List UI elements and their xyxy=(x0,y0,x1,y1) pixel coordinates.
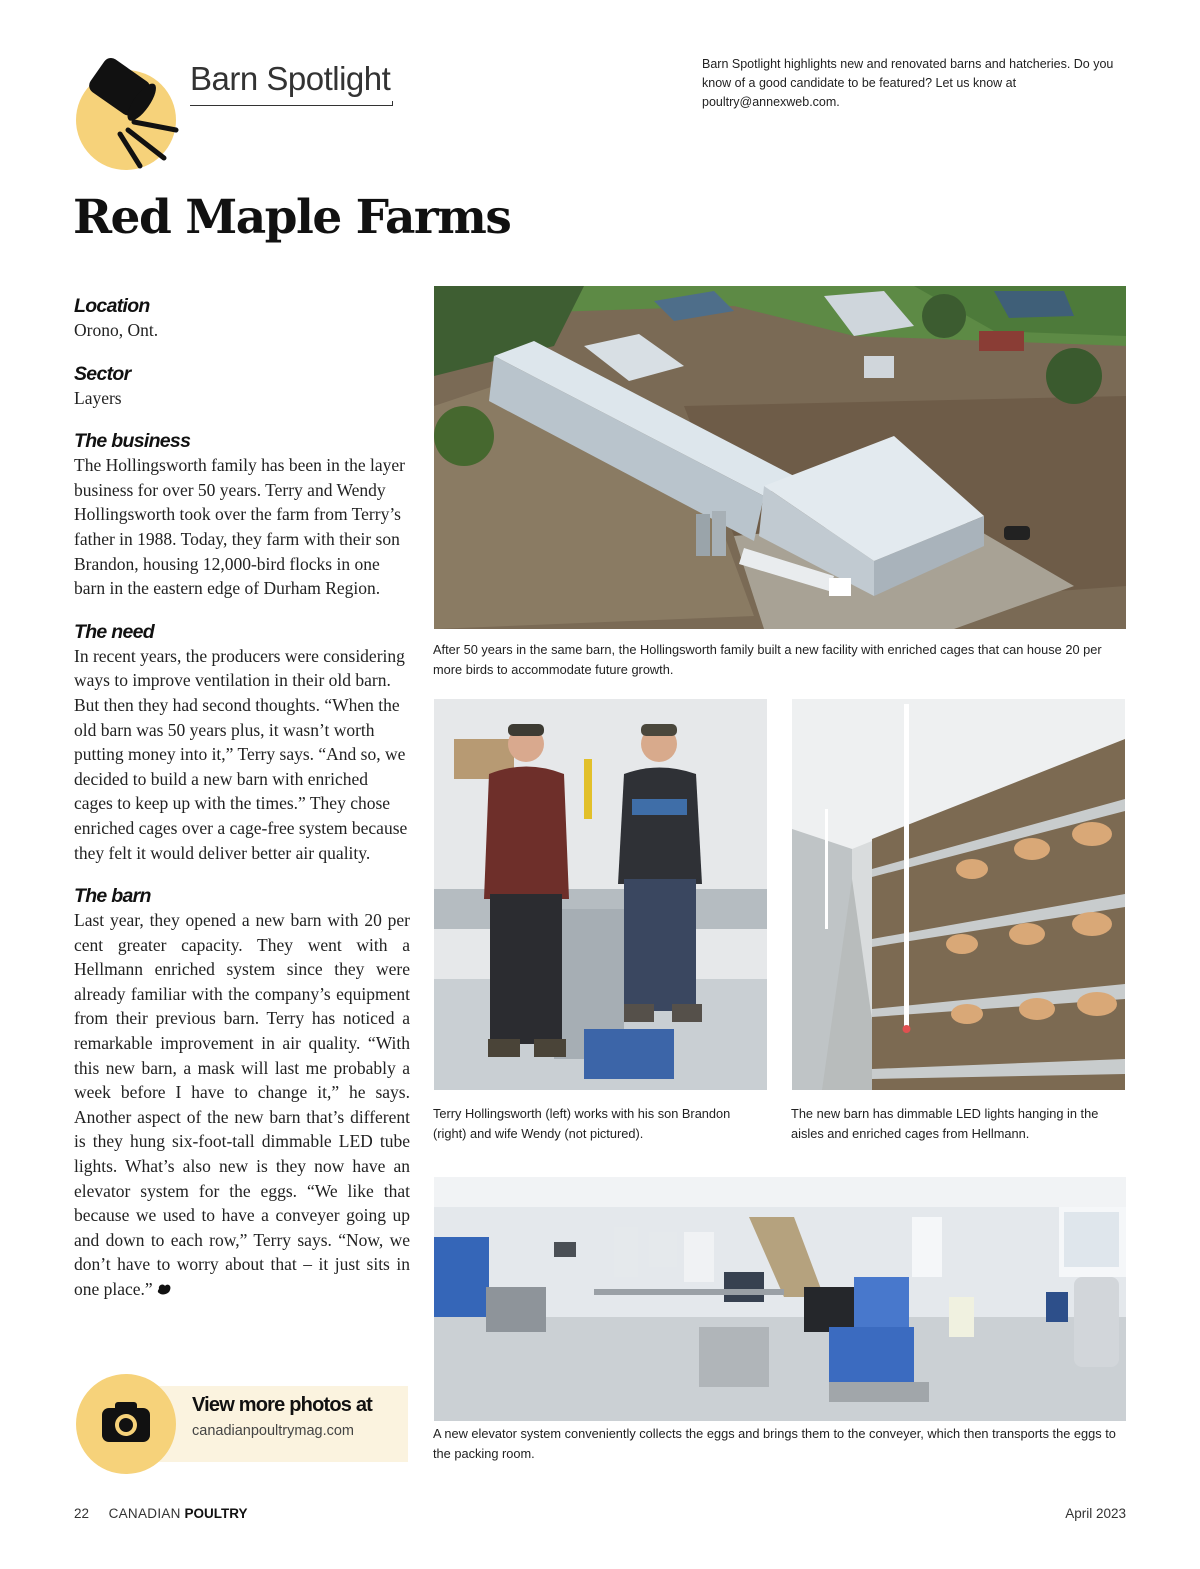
need-block xyxy=(74,620,410,865)
sector-heading: Sector xyxy=(74,362,131,385)
article-column xyxy=(74,294,410,1321)
page-title: Red Maple Farms xyxy=(73,190,511,245)
page-number: 22 xyxy=(74,1506,90,1521)
barn-body-wrap xyxy=(74,908,410,1302)
cta-title: View more photos at xyxy=(192,1394,373,1416)
business-body: The Hollingsworth family has been in the layer business for over 50 years. Terry and Wendy Hollingsworth took over the farm from Terry’s father in 1988. Today, they farm with their son Brandon, housing 12,000-bird flocks in one barn in the eastern edge of Durham Region. xyxy=(74,455,405,599)
location-body: Orono, Ont. xyxy=(74,320,159,340)
location-heading: Location xyxy=(74,295,150,317)
camera-icon xyxy=(100,1398,152,1444)
need-body: In recent years, the producers were considering ways to improve ventilation in their old barn. But then they had second thoughts. “When the old barn was 50 years plus, it wasn’t worth putting money into it,” Terry says. “And so, we decided to build a new barn with enriched cages to keep up with the times.” They chose enriched cages over a cage-free system because they felt it would deliver better air quality. xyxy=(74,645,408,863)
end-mark-icon xyxy=(156,1283,172,1296)
aerial-barn-photo xyxy=(434,286,1126,629)
cages-photo xyxy=(792,699,1125,1090)
location-block xyxy=(74,294,410,343)
aerial-caption: After 50 years in the same barn, the Hollingsworth family built a new facility with enriched cages that can house 20 per more birds to accommodate future growth. xyxy=(433,642,1102,677)
cages-caption: The new barn has dimmable LED lights hanging in the aisles and enriched cages from Hellmann. xyxy=(791,1106,1099,1141)
section-rule xyxy=(190,105,393,106)
issue-date: April 2023 xyxy=(1065,1506,1126,1521)
need-heading: The need xyxy=(74,620,154,643)
business-block xyxy=(74,429,410,601)
barn-heading: The barn xyxy=(74,885,151,908)
intro-text: Barn Spotlight highlights new and renovated barns and hatcheries. Do you know of a good candidate to be featured? Let us know at poultry@annexweb.com. xyxy=(702,57,1114,109)
footer-left xyxy=(74,1506,248,1521)
publication-name: CANADIAN xyxy=(108,1506,181,1521)
sector-block xyxy=(74,362,410,411)
cta-url-link[interactable]: canadianpoultrymag.com xyxy=(192,1423,355,1439)
farmers-photo xyxy=(434,699,767,1090)
spotlight-icon xyxy=(66,54,196,174)
barn-block xyxy=(74,884,410,1302)
sector-body: Layers xyxy=(74,387,122,408)
elevator-caption: A new elevator system conveniently collects the eggs and brings them to the conveyer, which then transports the eggs to the packing room. xyxy=(433,1426,1116,1461)
publication-name-bold: POULTRY xyxy=(184,1506,248,1521)
farmers-caption: Terry Hollingsworth (left) works with his son Brandon (right) and wife Wendy (not pictured). xyxy=(433,1106,731,1141)
business-heading: The business xyxy=(74,430,191,453)
elevator-photo xyxy=(434,1177,1126,1421)
barn-body: Last year, they opened a new barn with 20 per cent greater capacity. They went with a Hellmann enriched system since they were already familiar with the company’s equipment from their previous barn. Terry has noticed a remarkable improvement in air quality. “With this new barn, a mask will last me probably a week before I have to change it,” he says. Another aspect of the new barn that’s different is they hung six-foot-tall dimmable LED tube lights. What’s also new is they now have an elevator system for the eggs. “We like that because we used to have a conveyer going up and down to each row,” Terry says. “Now, we don’t have to worry about that – it just sits in one place.” xyxy=(74,910,410,1299)
section-label: Barn Spotlight xyxy=(190,60,391,97)
